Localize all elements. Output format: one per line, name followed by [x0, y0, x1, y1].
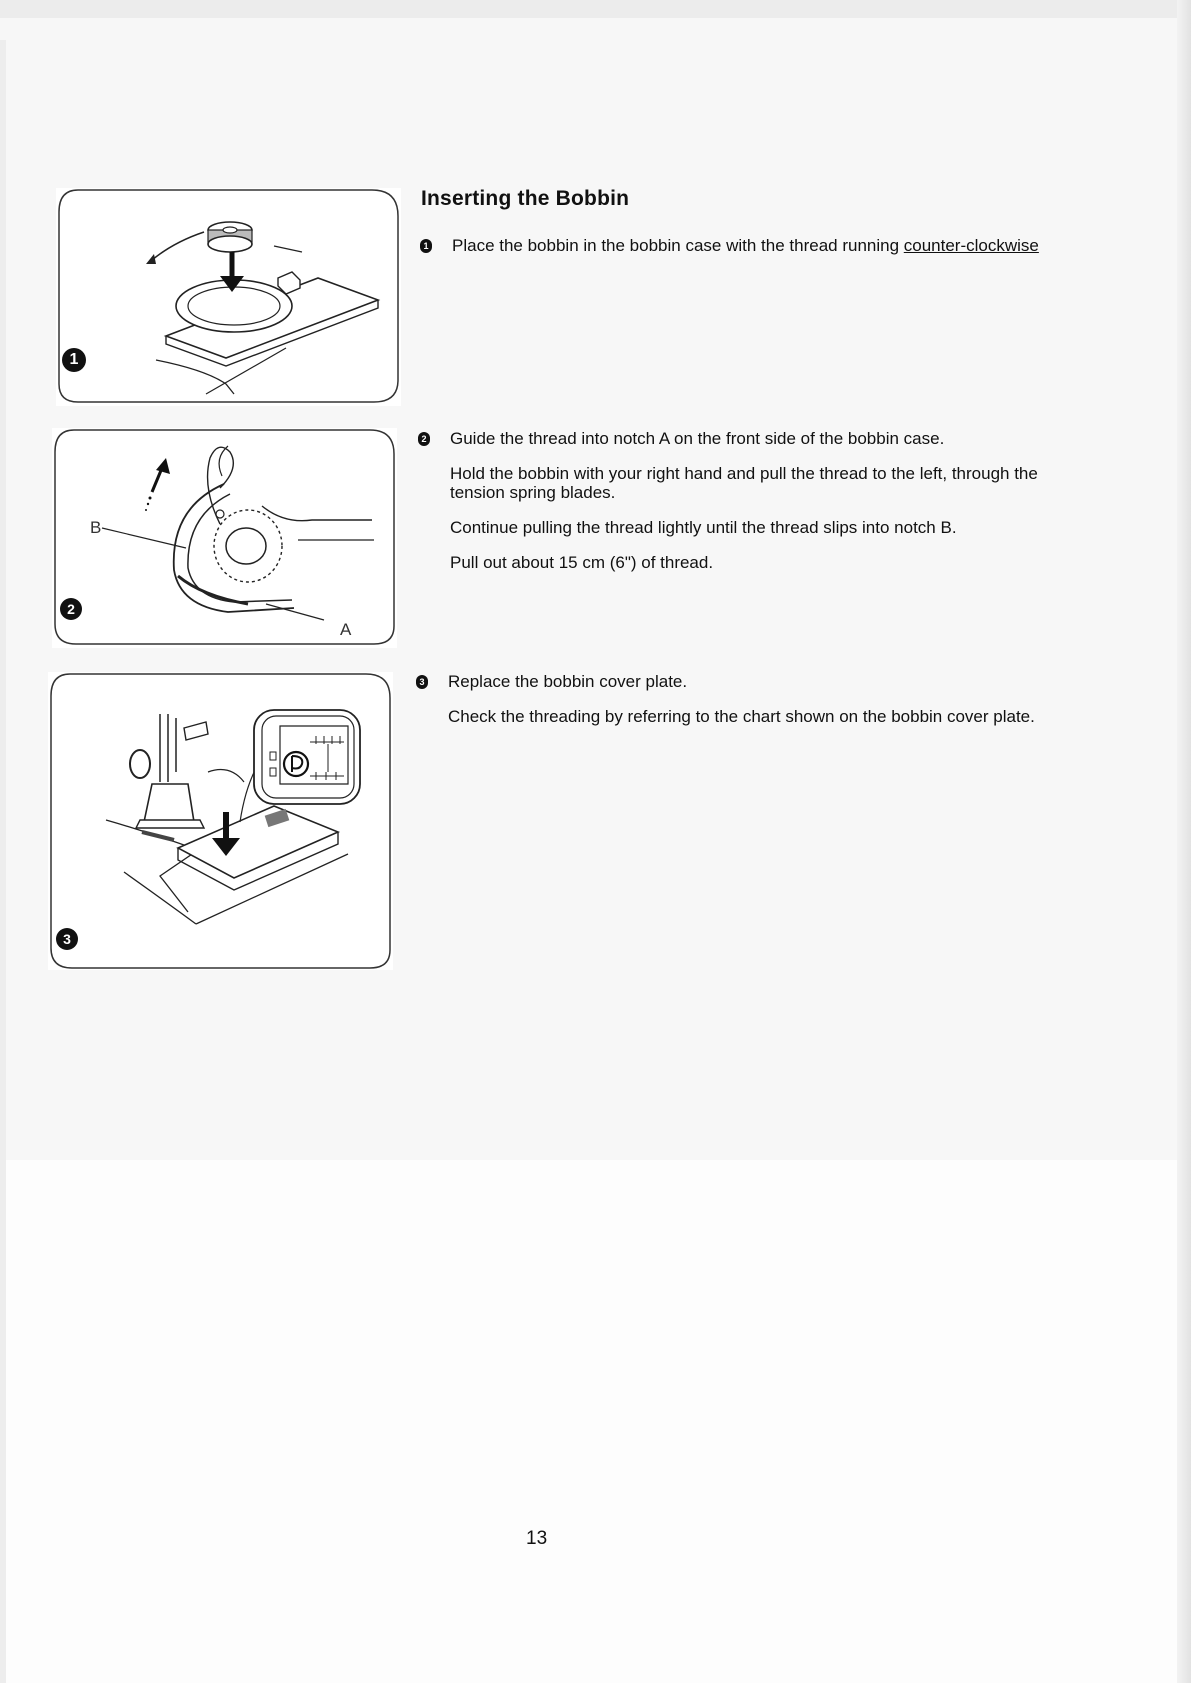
step-1 — [420, 236, 1040, 271]
page-number: 13 — [526, 1528, 548, 1549]
step-3-paragraph-1: Replace the bobbin cover plate. — [448, 672, 688, 691]
bobbin-insert-illustration — [56, 188, 401, 406]
step-marker: 2 — [418, 432, 430, 446]
figure-2-panel — [52, 428, 397, 648]
step-3 — [416, 672, 1036, 742]
figure-number-badge: 3 — [56, 928, 78, 950]
scan-left-edge — [0, 40, 6, 1683]
step-marker: 3 — [416, 675, 428, 689]
step-1-text: Place the bobbin in the bobbin case with the thread running — [452, 236, 904, 255]
step-2-paragraph-4: Pull out about 15 cm (6") of thread. — [450, 553, 714, 572]
cover-plate-illustration — [48, 672, 393, 970]
scan-right-edge — [1177, 0, 1191, 1683]
thread-notch-illustration — [52, 428, 397, 648]
step-2-paragraph-1: Guide the thread into notch A on the front side of the bobbin case. — [450, 429, 945, 448]
step-3-paragraph-2: Check the threading by referring to the chart shown on the bobbin cover plate. — [448, 707, 1035, 726]
figure-1-panel — [56, 188, 401, 406]
step-marker: 1 — [420, 239, 432, 253]
notch-b-label: B — [90, 518, 102, 537]
figure-number-badge: 1 — [62, 348, 86, 372]
step-2 — [418, 429, 1038, 588]
scan-top-edge — [0, 0, 1191, 18]
figure-3-panel — [48, 672, 393, 970]
figure-number-badge: 2 — [60, 598, 82, 620]
step-2-paragraph-3: Continue pulling the thread lightly until the thread slips into notch B. — [450, 518, 957, 537]
step-1-instruction — [452, 236, 1040, 255]
notch-a-label: A — [340, 620, 352, 639]
step-1-direction: counter-clockwise — [903, 236, 1039, 255]
section-title: Inserting the Bobbin — [421, 187, 630, 210]
step-2-paragraph-2: Hold the bobbin with your right hand and pull the thread to the left, through the tension spring blades. — [450, 464, 1038, 502]
